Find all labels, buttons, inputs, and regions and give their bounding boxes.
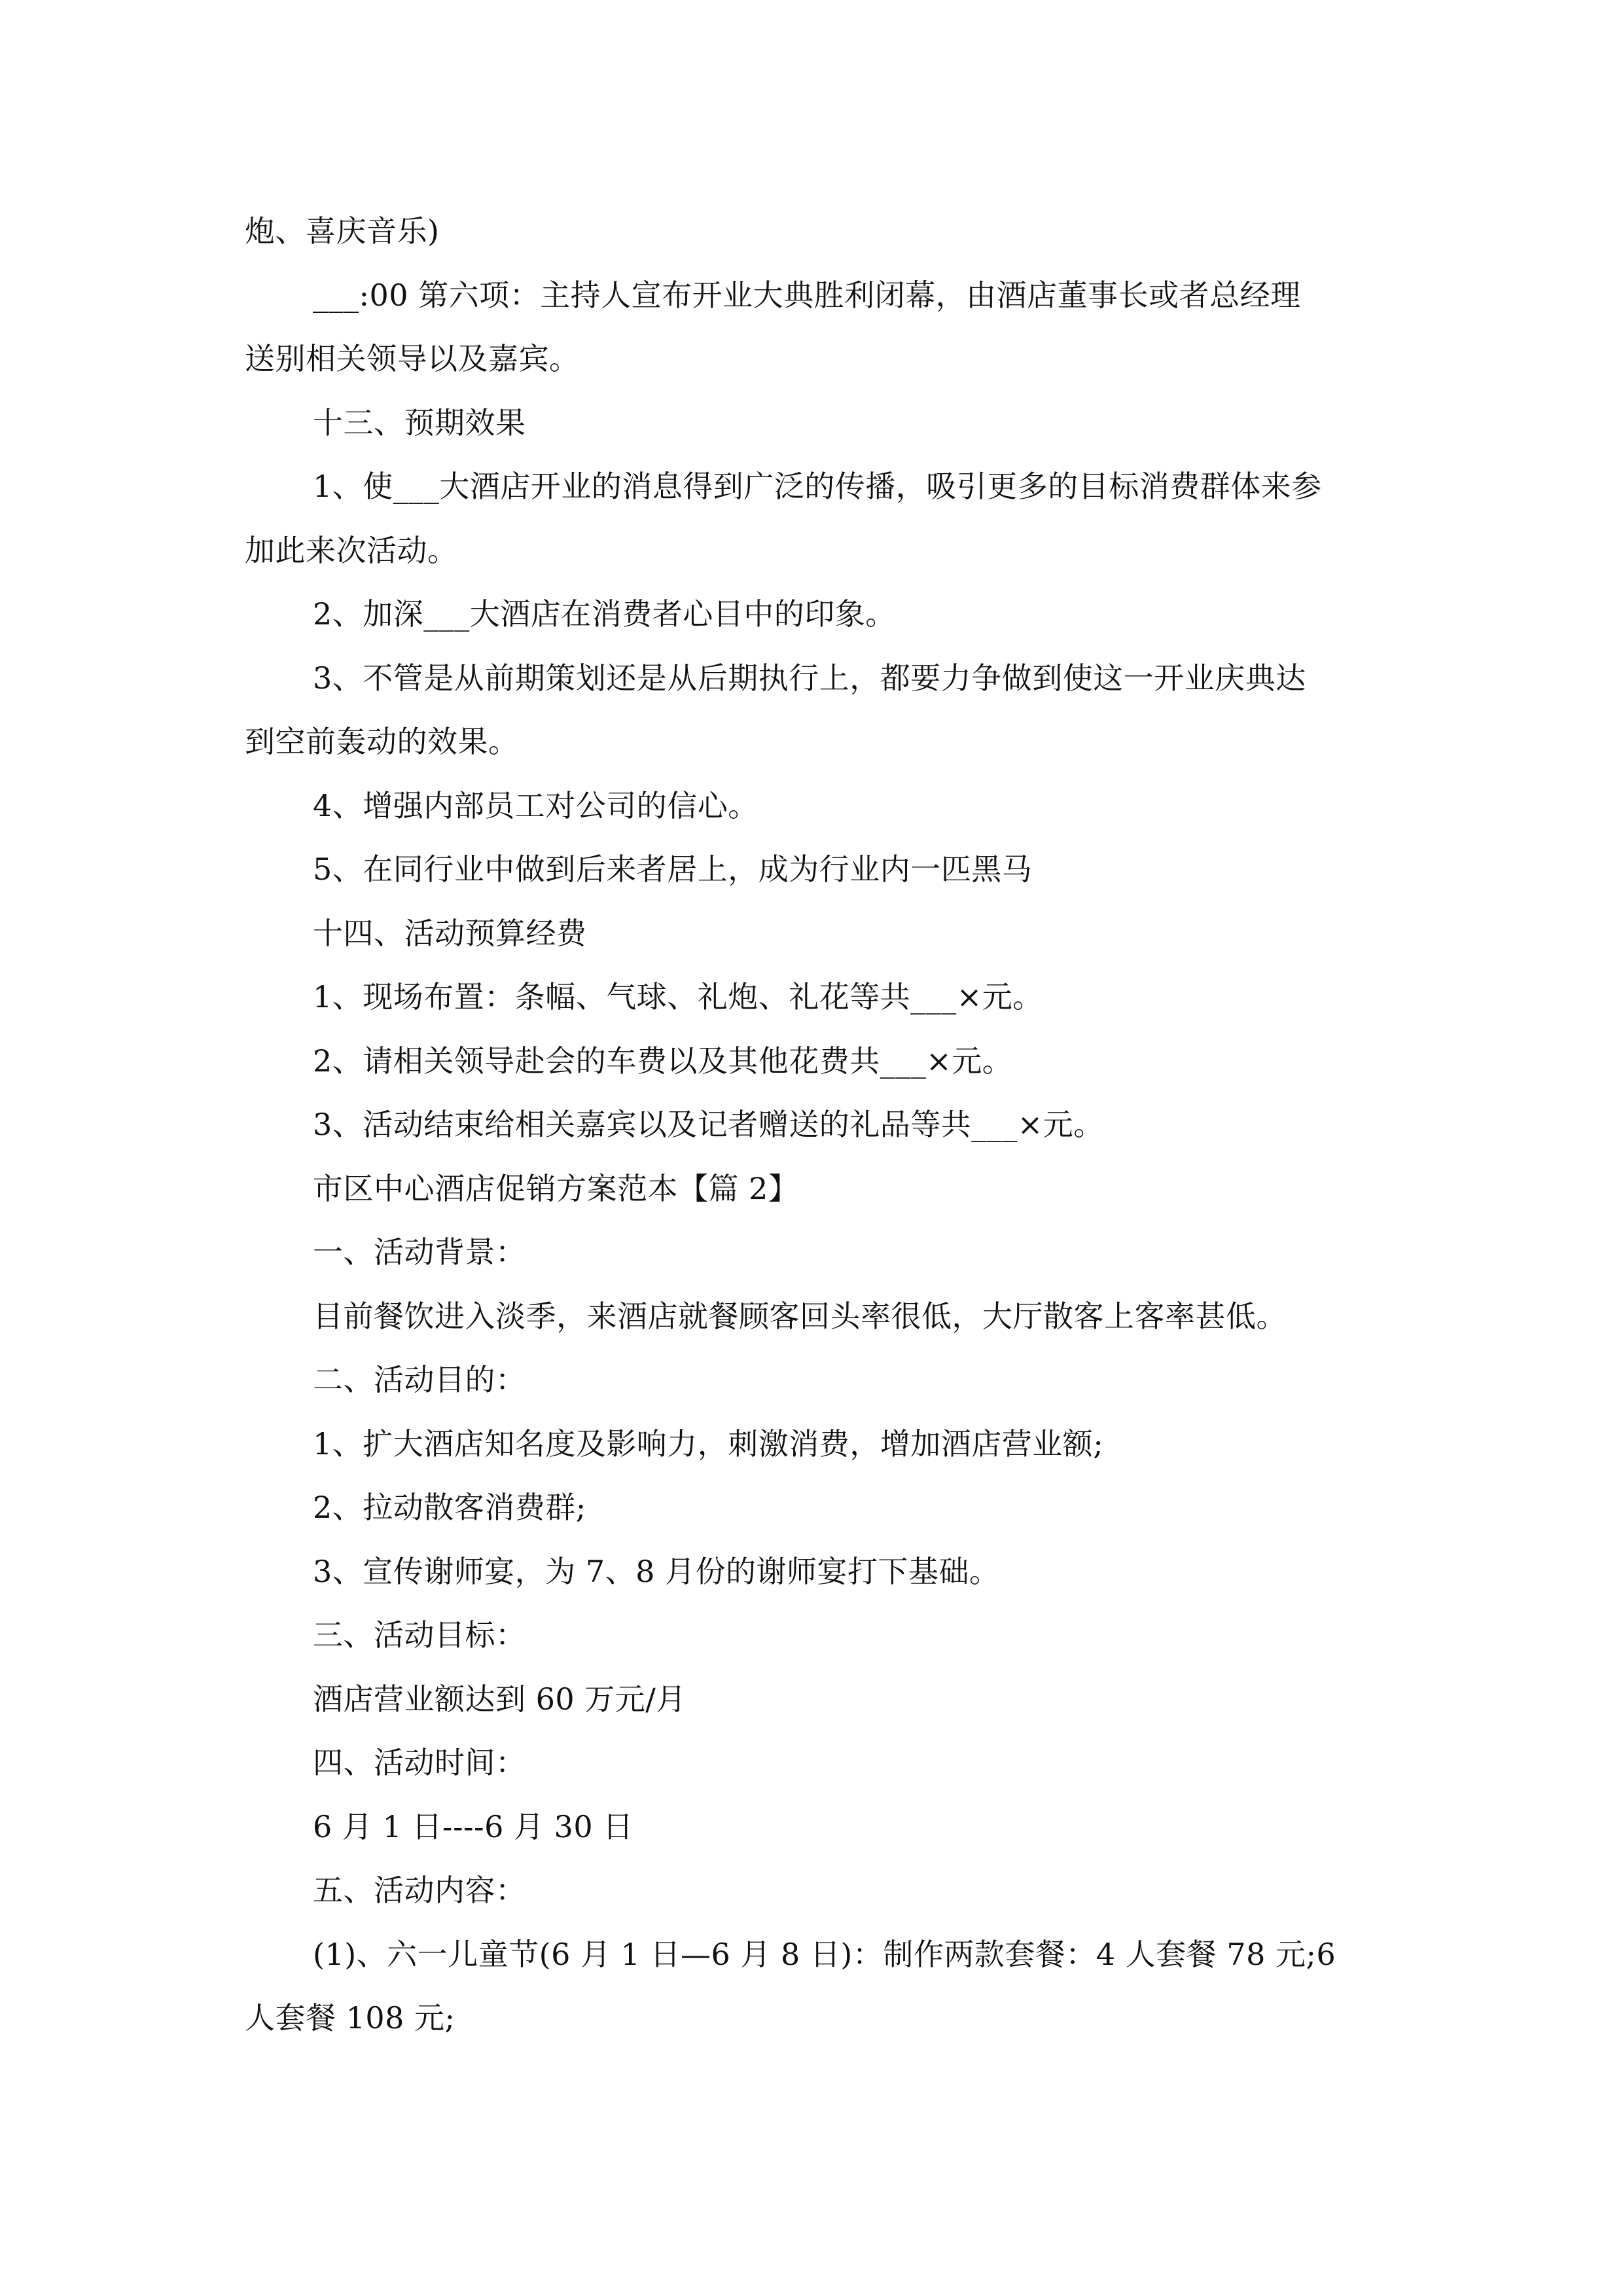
section-heading: 三、活动目标： bbox=[313, 1617, 526, 1653]
article-title: 市区中心酒店促销方案范本【篇 2】 bbox=[313, 1170, 799, 1206]
paragraph-line: 到空前轰动的效果。 bbox=[245, 724, 519, 759]
section-heading: 二、活动目的： bbox=[313, 1362, 526, 1397]
paragraph-line: (1)、六一儿童节(6 月 1 日—6 月 8 日)：制作两款套餐：4 人套餐 78 元;6 bbox=[313, 1936, 1336, 1972]
paragraph-line: 2、加深___大酒店在消费者心目中的印象。 bbox=[313, 596, 896, 632]
paragraph-line: 送别相关领导以及嘉宾。 bbox=[245, 341, 580, 376]
section-heading: 一、活动背景： bbox=[313, 1234, 526, 1270]
document-body bbox=[245, 200, 1381, 2051]
paragraph-line: 1、扩大酒店知名度及影响力，刺激消费，增加酒店营业额; bbox=[313, 1426, 1104, 1462]
paragraph-line: 2、请相关领导赴会的车费以及其他花费共___×元。 bbox=[313, 1043, 1013, 1079]
paragraph-line: 加此来次活动。 bbox=[245, 532, 458, 568]
paragraph-line: 1、使___大酒店开业的消息得到广泛的传播，吸引更多的目标消费群体来参 bbox=[313, 469, 1322, 504]
paragraph-line: 目前餐饮进入淡季，来酒店就餐顾客回头率很低，大厅散客上客率甚低。 bbox=[313, 1298, 1287, 1334]
paragraph-line: 4、增强内部员工对公司的信心。 bbox=[313, 787, 758, 823]
paragraph-line: 1、现场布置：条幅、气球、礼炮、礼花等共___×元。 bbox=[313, 979, 1043, 1014]
section-heading: 五、活动内容： bbox=[313, 1873, 526, 1908]
section-heading: 十四、活动预算经费 bbox=[313, 915, 587, 951]
section-heading: 四、活动时间： bbox=[313, 1745, 526, 1780]
paragraph-line: 3、宣传谢师宴，为 7、8 月份的谢师宴打下基础。 bbox=[313, 1553, 1000, 1589]
paragraph-line: 5、在同行业中做到后来者居上，成为行业内一匹黑马 bbox=[313, 852, 1033, 887]
paragraph-line: ___:00 第六项：主持人宣布开业大典胜利闭幕，由酒店董事长或者总经理 bbox=[313, 277, 1301, 313]
paragraph-line: 酒店营业额达到 60 万元/月 bbox=[313, 1681, 687, 1717]
paragraph-line: 3、不管是从前期策划还是从后期执行上，都要力争做到使这一开业庆典达 bbox=[313, 660, 1306, 696]
paragraph-line: 6 月 1 日----6 月 30 日 bbox=[313, 1808, 633, 1844]
section-heading: 十三、预期效果 bbox=[313, 404, 526, 440]
paragraph-line: 炮、喜庆音乐) bbox=[245, 213, 440, 249]
paragraph-line: 2、拉动散客消费群; bbox=[313, 1490, 586, 1525]
paragraph-line: 人套餐 108 元; bbox=[245, 2000, 455, 2036]
paragraph-line: 3、活动结束给相关嘉宾以及记者赠送的礼品等共___×元。 bbox=[313, 1107, 1104, 1142]
